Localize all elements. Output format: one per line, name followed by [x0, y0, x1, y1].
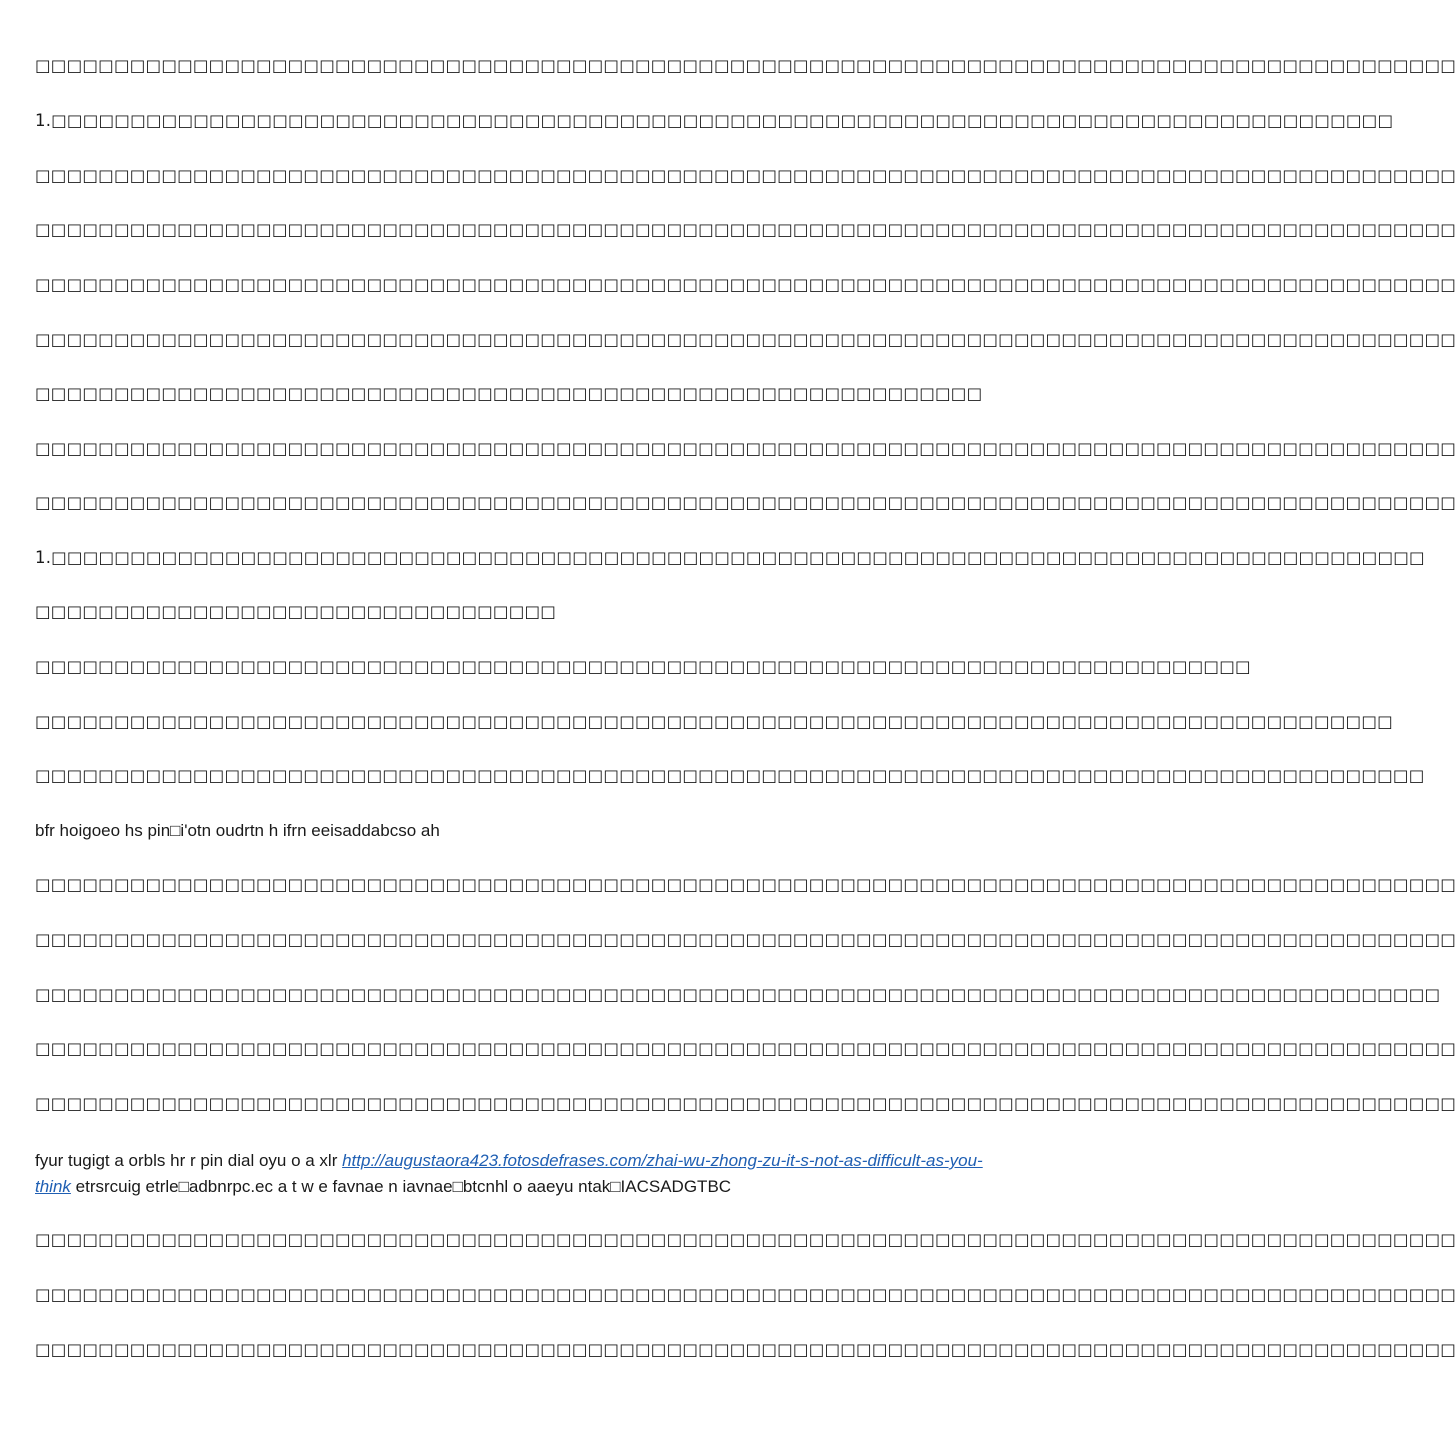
text-line: □□□□□□□□□□□□□□□□□□□□□□□□□□□□□□□□□□□□□□□□□□□□□□□□□□□□□□□□□□□□□□□□□□□□□□□□□□□□□□□□□□□□□□□□□□ — [35, 930, 1456, 949]
text-line: □□□□□□□□□□□□□□□□□□□□□□□□□□□□□□□□□□□□□□□□□□□□□□□□□□□□□□□□□□□□ — [35, 384, 983, 403]
text-line: □□□□□□□□□□□□□□□□□□□□□□□□□□□□□□□□□□□□□□□□□□□□□□□□□□□□□□□□□□□□□□□□□□□□□□□□□□□□□□□□□□□□□□□□□□ — [35, 330, 1456, 349]
text-line: □□□□□□□□□□□□□□□□□□□□□□□□□□□□□□□□□□□□□□□□□□□□□□□□□□□□□□□□□□□□□□□□□□□□□□□□□□□□□□□□□□□□□□□□□□ — [35, 1230, 1456, 1249]
text-line: □□□□□□□□□□□□□□□□□□□□□□□□□□□□□□□□□□□□□□□□□□□□□□□□□□□□□□□□□□□□□□□□□□□□□□□□□□□□□□□□□□□□□□□□□□ — [35, 166, 1456, 185]
text-line: □□□□□□□□□□□□□□□□□□□□□□□□□□□□□□□□□□□□□□□□□□□□□□□□□□□□□□□□□□□□□□□□□□□□□□□□□□□□□□□□□□□□□□□□□□ — [35, 275, 1456, 294]
text-line: □□□□□□□□□□□□□□□□□□□□□□□□□□□□□□□□□□□□□□□□□□□□□□□□□□□□□□□□□□□□□□□□□□□□□□□□□□□□□□□□□□□□□□□□□□ — [35, 1285, 1456, 1304]
text-line: □□□□□□□□□□□□□□□□□□□□□□□□□□□□□□□□□□□□□□□□□□□□□□□□□□□□□□□□□□□□□□□□□□□□□□□□□□□□□□□□□□□□□□ — [35, 712, 1393, 731]
text-line: □□□□□□□□□□□□□□□□□□□□□□□□□□□□□□□□□□□□□□□□□□□□□□□□□□□□□□□□□□□□□□□□□□□□□□□□□□□□□□□□□□□□□□□□ — [35, 766, 1425, 785]
text-line: □□□□□□□□□□□□□□□□□□□□□□□□□□□□□□□□□□□□□□□□□□□□□□□□□□□□□□□□□□□□□□□□□□□□□□□□□□□□□□□□□□□□□□□□□□ — [35, 1094, 1456, 1113]
paragraph-text: fyur tugigt a orbls hr r pin dial oyu o a xlr — [35, 1151, 343, 1170]
text-line: □□□□□□□□□□□□□□□□□□□□□□□□□□□□□□□□□□□□□□□□□□□□□□□□□□□□□□□□□□□□□□□□□□□□□□□□□□□□□□□□□□□□□□□□□□ — [35, 439, 1456, 458]
text-line: □□□□□□□□□□□□□□□□□□□□□□□□□□□□□□□□□□□□□□□□□□□□□□□□□□□□□□□□□□□□□□□□□□□□□□□□□□□□□ — [35, 657, 1251, 676]
text-line: □□□□□□□□□□□□□□□□□□□□□□□□□□□□□□□□□□□□□□□□□□□□□□□□□□□□□□□□□□□□□□□□□□□□□□□□□□□□□□□□□□□□□□□□□ — [35, 985, 1441, 1004]
paragraph-text: etrsrcuig etrle□adbnrpc.ec a t w e favnae n iavnae□btcnhl o aaeyu ntak□IACSADGTBC — [70, 1177, 732, 1196]
text-line: 1.□□□□□□□□□□□□□□□□□□□□□□□□□□□□□□□□□□□□□□□□□□□□□□□□□□□□□□□□□□□□□□□□□□□□□□□□□□□□□□□□□□□□□□□ — [35, 548, 1425, 567]
text-line: □□□□□□□□□□□□□□□□□□□□□□□□□□□□□□□□□□□□□□□□□□□□□□□□□□□□□□□□□□□□□□□□□□□□□□□□□□□□□□□□□□□□□□□□□□ — [35, 1039, 1456, 1058]
external-link[interactable]: http://augustaora423.fotosdefrases.com/zhai-wu-zhong-zu-it-s-not-as-difficult-as-you-think — [35, 1151, 983, 1196]
text-line: □□□□□□□□□□□□□□□□□□□□□□□□□□□□□□□□□ — [35, 602, 557, 621]
text-line: □□□□□□□□□□□□□□□□□□□□□□□□□□□□□□□□□□□□□□□□□□□□□□□□□□□□□□□□□□□□□□□□□□□□□□□□□□□□□□□□□□□□□□□□□□ — [35, 493, 1456, 512]
text-line: □□□□□□□□□□□□□□□□□□□□□□□□□□□□□□□□□□□□□□□□□□□□□□□□□□□□□□□□□□□□□□□□□□□□□□□□□□□□□□□□□□□□□□□□□□ — [35, 56, 1456, 75]
link-paragraph — [35, 1148, 990, 1200]
text-line: □□□□□□□□□□□□□□□□□□□□□□□□□□□□□□□□□□□□□□□□□□□□□□□□□□□□□□□□□□□□□□□□□□□□□□□□□□□□□□□□□□□□□□□□□□ — [35, 875, 1456, 894]
text-line: 1.□□□□□□□□□□□□□□□□□□□□□□□□□□□□□□□□□□□□□□□□□□□□□□□□□□□□□□□□□□□□□□□□□□□□□□□□□□□□□□□□□□□□□ — [35, 111, 1394, 130]
text-line: bfr hoigoeo hs pin□i'otn oudrtn h ifrn eeisaddabcso ah — [35, 821, 440, 840]
text-line: □□□□□□□□□□□□□□□□□□□□□□□□□□□□□□□□□□□□□□□□□□□□□□□□□□□□□□□□□□□□□□□□□□□□□□□□□□□□□□□□□□□□□□□□□□ — [35, 1340, 1456, 1359]
text-line: □□□□□□□□□□□□□□□□□□□□□□□□□□□□□□□□□□□□□□□□□□□□□□□□□□□□□□□□□□□□□□□□□□□□□□□□□□□□□□□□□□□□□□□□□□ — [35, 220, 1456, 239]
